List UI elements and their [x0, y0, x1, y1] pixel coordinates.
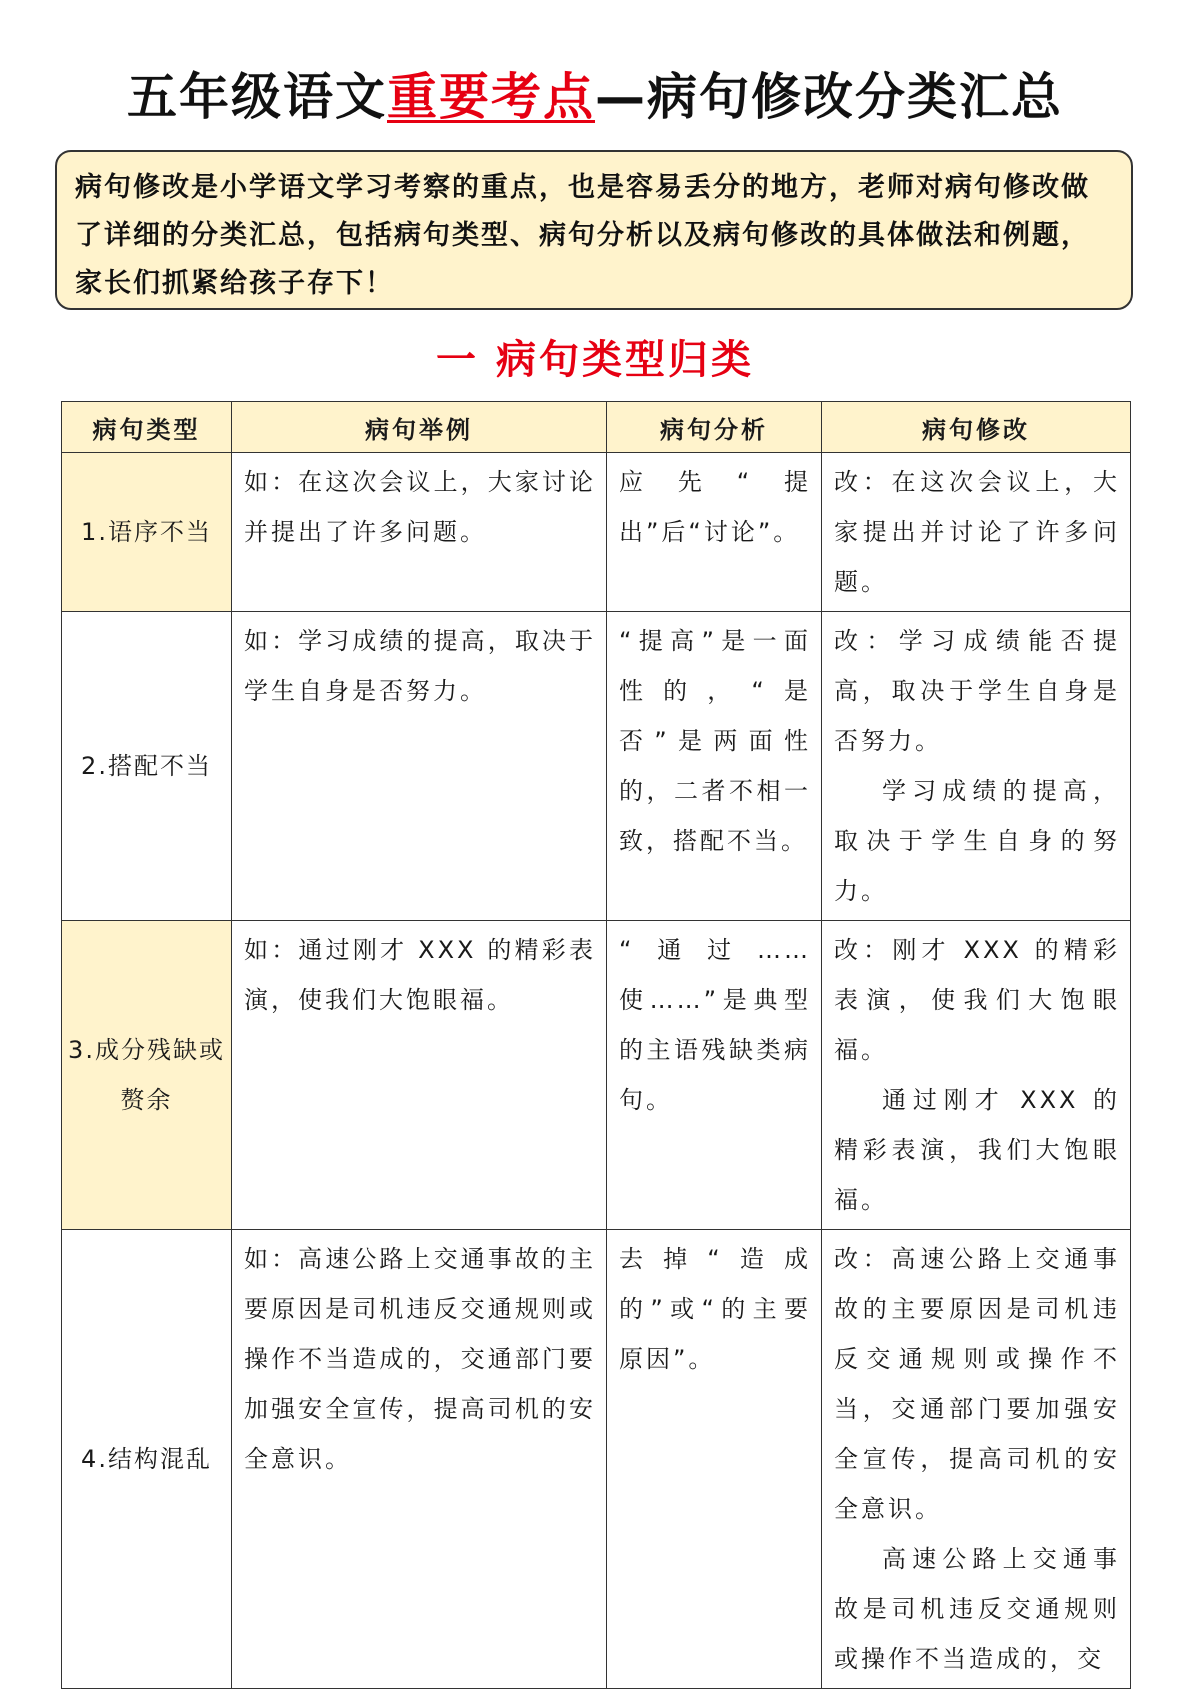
header-analysis: 病句分析 — [607, 402, 822, 453]
table-row — [62, 921, 1131, 1230]
cell-type: 1.语序不当 — [62, 453, 232, 612]
intro-box: 病句修改是小学语文学习考察的重点，也是容易丢分的地方，老师对病句修改做了详细的分类汇总，包括病句类型、病句分析以及病句修改的具体做法和例题，家长们抓紧给孩子存下！ — [55, 150, 1133, 310]
sentence-table — [61, 401, 1131, 1689]
fix-text: 改：在这次会议上，大家提出并讨论了许多问题。 — [834, 468, 1120, 596]
table-header-row — [62, 402, 1131, 453]
cell-analysis: “提高”是一面性的，“是否”是两面性的，二者不相一致，搭配不当。 — [607, 612, 822, 921]
section-title: 一 病句类型归类 — [436, 337, 754, 383]
cell-analysis: 去掉“造成的”或“的主要原因”。 — [607, 1230, 822, 1689]
cell-type: 2.搭配不当 — [62, 612, 232, 921]
header-type: 病句类型 — [62, 402, 232, 453]
cell-example: 如：在这次会议上，大家讨论并提出了许多问题。 — [232, 453, 607, 612]
table-row — [62, 612, 1131, 921]
cell-analysis: 应先“提出”后“讨论”。 — [607, 453, 822, 612]
title-part1: 五年级语文 — [127, 68, 387, 126]
cell-example: 如：通过刚才 XXX 的精彩表演，使我们大饱眼福。 — [232, 921, 607, 1230]
table-row — [62, 1230, 1131, 1689]
cell-example: 如：学习成绩的提高，取决于学生自身是否努力。 — [232, 612, 607, 921]
table-row — [62, 453, 1131, 612]
fix-text-alt: 通过刚才 XXX 的精彩表演，我们大饱眼福。 — [834, 1086, 1120, 1214]
fix-text-alt: 高速公路上交通事故是司机违反交通规则或操作不当造成的，交 — [834, 1545, 1120, 1673]
title-part2: —病句修改分类汇总 — [595, 68, 1063, 126]
cell-example: 如：高速公路上交通事故的主要原因是司机违反交通规则或操作不当造成的，交通部门要加强安全宣传，提高司机的安全意识。 — [232, 1230, 607, 1689]
title-highlight: 重要考点 — [387, 68, 595, 126]
cell-fix — [822, 612, 1131, 921]
fix-text-alt: 学习成绩的提高，取决于学生自身的努力。 — [834, 777, 1120, 905]
cell-type: 3.成分残缺或赘余 — [62, 921, 232, 1230]
fix-text: 改：高速公路上交通事故的主要原因是司机违反交通规则或操作不当，交通部门要加强安全宣传，提高司机的安全意识。 — [834, 1245, 1120, 1523]
page-title — [0, 62, 1190, 132]
cell-type: 4.结构混乱 — [62, 1230, 232, 1689]
header-fix: 病句修改 — [822, 402, 1131, 453]
header-example: 病句举例 — [232, 402, 607, 453]
cell-fix — [822, 921, 1131, 1230]
cell-fix — [822, 453, 1131, 612]
cell-fix — [822, 1230, 1131, 1689]
fix-text: 改：刚才 XXX 的精彩表演，使我们大饱眼福。 — [834, 936, 1120, 1064]
fix-text: 改：学习成绩能否提高，取决于学生自身是否努力。 — [834, 627, 1120, 755]
cell-analysis: “通过……使……”是典型的主语残缺类病句。 — [607, 921, 822, 1230]
